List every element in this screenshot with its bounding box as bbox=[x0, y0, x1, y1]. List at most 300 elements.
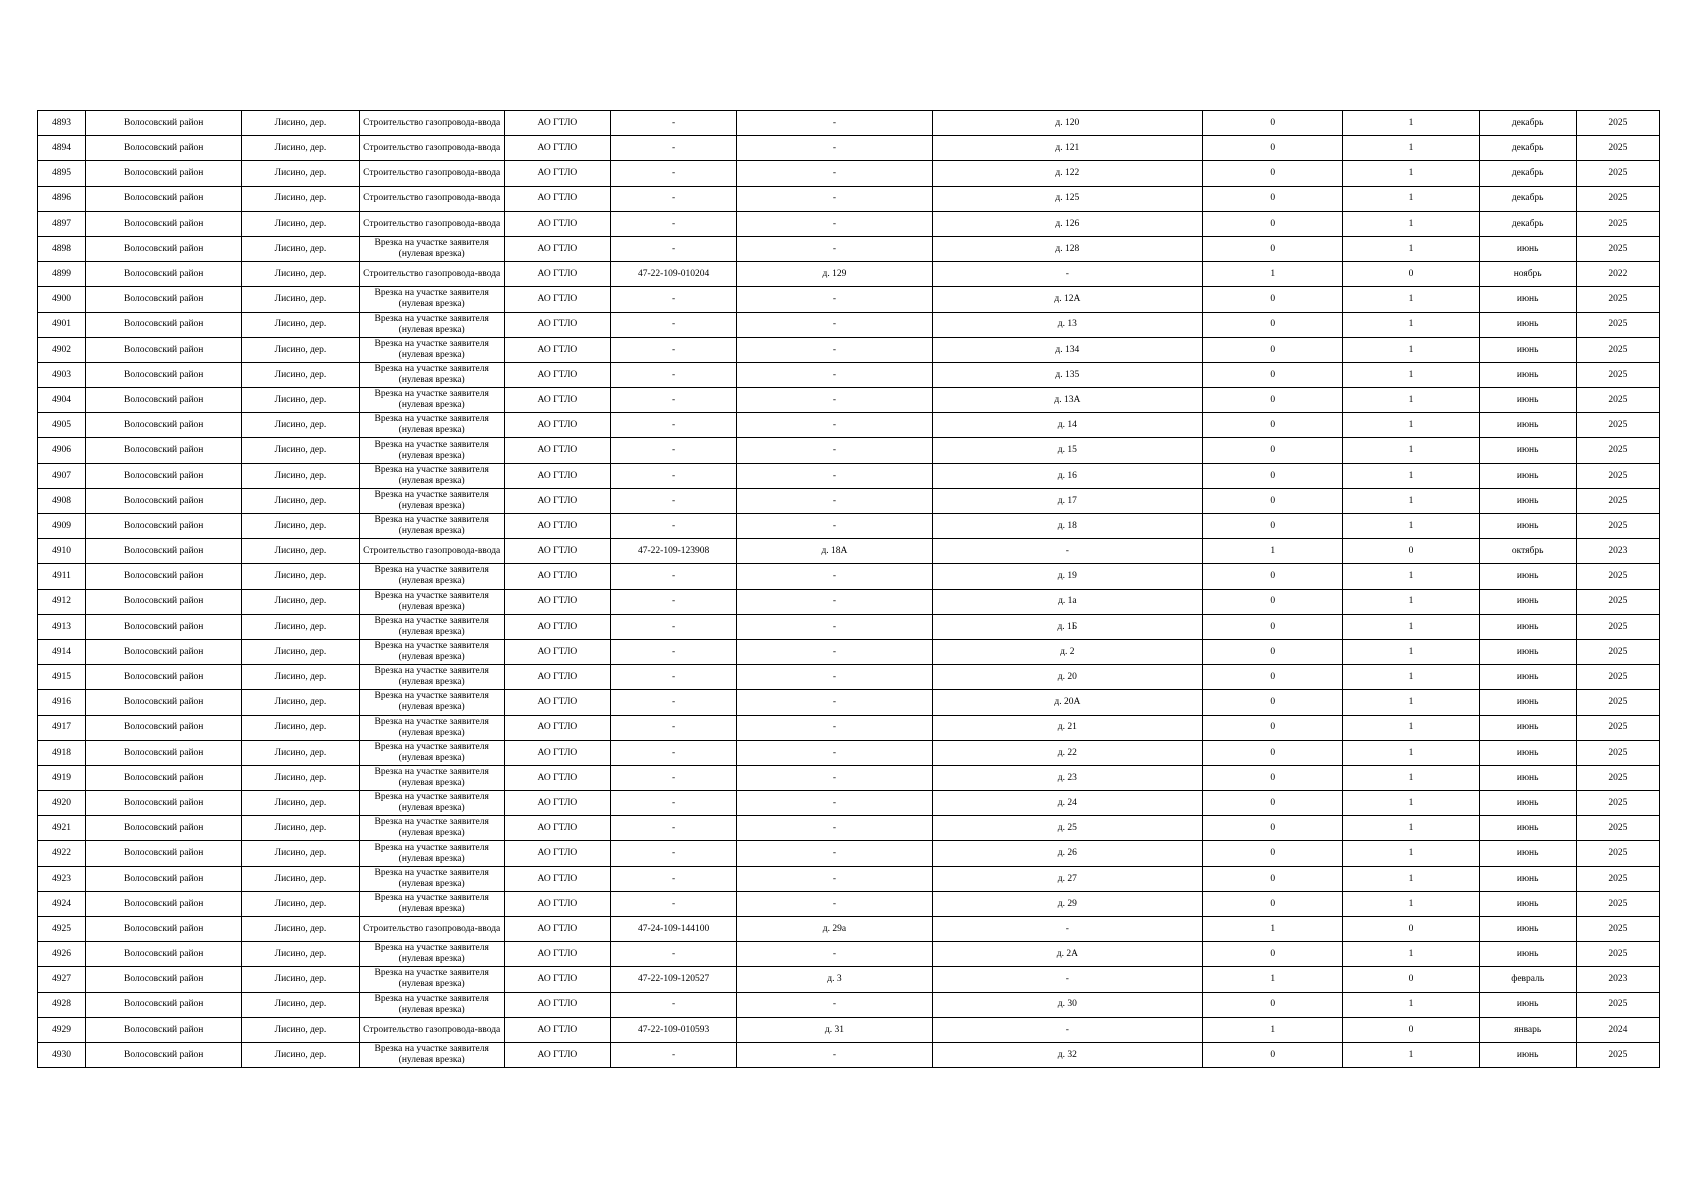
year-cell: 2025 bbox=[1576, 514, 1659, 539]
cadastral-number-cell: - bbox=[611, 236, 737, 261]
month-cell: декабрь bbox=[1479, 136, 1576, 161]
locality-cell: Лисино, дер. bbox=[242, 740, 359, 765]
row-number-cell: 4901 bbox=[38, 312, 86, 337]
work-type-cell: Врезка на участке заявителя (нулевая врезка) bbox=[359, 589, 504, 614]
cadastral-number-cell: - bbox=[611, 816, 737, 841]
organization-cell: АО ГТЛО bbox=[504, 413, 610, 438]
row-number-cell: 4903 bbox=[38, 362, 86, 387]
address-cell: д. 16 bbox=[932, 463, 1203, 488]
row-number-cell: 4896 bbox=[38, 186, 86, 211]
month-cell: июнь bbox=[1479, 388, 1576, 413]
row-number-cell: 4919 bbox=[38, 765, 86, 790]
table-row bbox=[38, 665, 1660, 690]
address-cell: д. 21 bbox=[932, 715, 1203, 740]
value-b-cell: 1 bbox=[1343, 816, 1479, 841]
locality-cell: Лисино, дер. bbox=[242, 639, 359, 664]
cadastral-number-cell: - bbox=[611, 891, 737, 916]
table-row bbox=[38, 186, 1660, 211]
value-b-cell: 1 bbox=[1343, 614, 1479, 639]
year-cell: 2023 bbox=[1576, 539, 1659, 564]
work-type-cell: Строительство газопровода-ввода bbox=[359, 161, 504, 186]
year-cell: 2025 bbox=[1576, 337, 1659, 362]
locality-cell: Лисино, дер. bbox=[242, 917, 359, 942]
value-b-cell: 1 bbox=[1343, 564, 1479, 589]
district-cell: Волосовский район bbox=[86, 539, 242, 564]
work-type-cell: Строительство газопровода-ввода bbox=[359, 111, 504, 136]
month-cell: июнь bbox=[1479, 488, 1576, 513]
cadastral-number-cell: - bbox=[611, 740, 737, 765]
value-a-cell: 0 bbox=[1203, 287, 1343, 312]
address-cadastral-cell: - bbox=[737, 791, 932, 816]
address-cell: д. 1Б bbox=[932, 614, 1203, 639]
value-b-cell: 1 bbox=[1343, 161, 1479, 186]
table-row bbox=[38, 1042, 1660, 1067]
locality-cell: Лисино, дер. bbox=[242, 186, 359, 211]
work-type-cell: Врезка на участке заявителя (нулевая врезка) bbox=[359, 765, 504, 790]
value-b-cell: 1 bbox=[1343, 463, 1479, 488]
district-cell: Волосовский район bbox=[86, 690, 242, 715]
cadastral-number-cell: 47-22-109-123908 bbox=[611, 539, 737, 564]
value-a-cell: 0 bbox=[1203, 690, 1343, 715]
address-cadastral-cell: - bbox=[737, 362, 932, 387]
address-cadastral-cell: - bbox=[737, 136, 932, 161]
organization-cell: АО ГТЛО bbox=[504, 765, 610, 790]
district-cell: Волосовский район bbox=[86, 312, 242, 337]
cadastral-number-cell: - bbox=[611, 287, 737, 312]
organization-cell: АО ГТЛО bbox=[504, 161, 610, 186]
address-cell: д. 12А bbox=[932, 287, 1203, 312]
district-cell: Волосовский район bbox=[86, 866, 242, 891]
value-b-cell: 1 bbox=[1343, 312, 1479, 337]
table-row bbox=[38, 539, 1660, 564]
locality-cell: Лисино, дер. bbox=[242, 564, 359, 589]
district-cell: Волосовский район bbox=[86, 639, 242, 664]
value-b-cell: 1 bbox=[1343, 942, 1479, 967]
address-cadastral-cell: - bbox=[737, 765, 932, 790]
address-cadastral-cell: - bbox=[737, 639, 932, 664]
organization-cell: АО ГТЛО bbox=[504, 388, 610, 413]
organization-cell: АО ГТЛО bbox=[504, 665, 610, 690]
cadastral-number-cell: - bbox=[611, 765, 737, 790]
address-cadastral-cell: - bbox=[737, 413, 932, 438]
address-cell: д. 2А bbox=[932, 942, 1203, 967]
value-b-cell: 1 bbox=[1343, 665, 1479, 690]
organization-cell: АО ГТЛО bbox=[504, 942, 610, 967]
organization-cell: АО ГТЛО bbox=[504, 715, 610, 740]
value-a-cell: 0 bbox=[1203, 111, 1343, 136]
organization-cell: АО ГТЛО bbox=[504, 891, 610, 916]
cadastral-number-cell: - bbox=[611, 362, 737, 387]
row-number-cell: 4902 bbox=[38, 337, 86, 362]
month-cell: июнь bbox=[1479, 564, 1576, 589]
value-b-cell: 1 bbox=[1343, 791, 1479, 816]
work-type-cell: Строительство газопровода-ввода bbox=[359, 186, 504, 211]
row-number-cell: 4924 bbox=[38, 891, 86, 916]
locality-cell: Лисино, дер. bbox=[242, 1042, 359, 1067]
district-cell: Волосовский район bbox=[86, 111, 242, 136]
year-cell: 2025 bbox=[1576, 715, 1659, 740]
organization-cell: АО ГТЛО bbox=[504, 312, 610, 337]
row-number-cell: 4928 bbox=[38, 992, 86, 1017]
district-cell: Волосовский район bbox=[86, 362, 242, 387]
work-type-cell: Врезка на участке заявителя (нулевая врезка) bbox=[359, 1042, 504, 1067]
locality-cell: Лисино, дер. bbox=[242, 1017, 359, 1042]
address-cadastral-cell: д. 3 bbox=[737, 967, 932, 992]
district-cell: Волосовский район bbox=[86, 816, 242, 841]
value-b-cell: 0 bbox=[1343, 917, 1479, 942]
address-cadastral-cell: - bbox=[737, 463, 932, 488]
year-cell: 2025 bbox=[1576, 690, 1659, 715]
table-row bbox=[38, 639, 1660, 664]
locality-cell: Лисино, дер. bbox=[242, 312, 359, 337]
value-b-cell: 1 bbox=[1343, 690, 1479, 715]
value-b-cell: 0 bbox=[1343, 539, 1479, 564]
month-cell: июнь bbox=[1479, 463, 1576, 488]
row-number-cell: 4920 bbox=[38, 791, 86, 816]
district-cell: Волосовский район bbox=[86, 589, 242, 614]
address-cadastral-cell: - bbox=[737, 992, 932, 1017]
address-cell: д. 20 bbox=[932, 665, 1203, 690]
locality-cell: Лисино, дер. bbox=[242, 791, 359, 816]
organization-cell: АО ГТЛО bbox=[504, 186, 610, 211]
year-cell: 2025 bbox=[1576, 816, 1659, 841]
organization-cell: АО ГТЛО bbox=[504, 111, 610, 136]
locality-cell: Лисино, дер. bbox=[242, 438, 359, 463]
year-cell: 2025 bbox=[1576, 841, 1659, 866]
district-cell: Волосовский район bbox=[86, 287, 242, 312]
address-cell: д. 24 bbox=[932, 791, 1203, 816]
locality-cell: Лисино, дер. bbox=[242, 816, 359, 841]
district-cell: Волосовский район bbox=[86, 211, 242, 236]
work-type-cell: Врезка на участке заявителя (нулевая врезка) bbox=[359, 891, 504, 916]
district-cell: Волосовский район bbox=[86, 438, 242, 463]
row-number-cell: 4929 bbox=[38, 1017, 86, 1042]
address-cadastral-cell: - bbox=[737, 236, 932, 261]
cadastral-number-cell: - bbox=[611, 337, 737, 362]
address-cadastral-cell: - bbox=[737, 211, 932, 236]
year-cell: 2025 bbox=[1576, 917, 1659, 942]
value-b-cell: 0 bbox=[1343, 967, 1479, 992]
month-cell: декабрь bbox=[1479, 186, 1576, 211]
locality-cell: Лисино, дер. bbox=[242, 262, 359, 287]
district-cell: Волосовский район bbox=[86, 765, 242, 790]
table-row bbox=[38, 1017, 1660, 1042]
work-type-cell: Врезка на участке заявителя (нулевая врезка) bbox=[359, 791, 504, 816]
district-cell: Волосовский район bbox=[86, 488, 242, 513]
month-cell: июнь bbox=[1479, 362, 1576, 387]
year-cell: 2025 bbox=[1576, 791, 1659, 816]
address-cell: д. 23 bbox=[932, 765, 1203, 790]
work-type-cell: Врезка на участке заявителя (нулевая врезка) bbox=[359, 639, 504, 664]
address-cell: - bbox=[932, 967, 1203, 992]
value-b-cell: 1 bbox=[1343, 589, 1479, 614]
table-row bbox=[38, 337, 1660, 362]
table-row bbox=[38, 992, 1660, 1017]
month-cell: январь bbox=[1479, 1017, 1576, 1042]
cadastral-number-cell: - bbox=[611, 841, 737, 866]
table-row bbox=[38, 111, 1660, 136]
month-cell: июнь bbox=[1479, 413, 1576, 438]
table-row bbox=[38, 362, 1660, 387]
organization-cell: АО ГТЛО bbox=[504, 866, 610, 891]
cadastral-number-cell: 47-24-109-144100 bbox=[611, 917, 737, 942]
year-cell: 2025 bbox=[1576, 463, 1659, 488]
address-cell: д. 19 bbox=[932, 564, 1203, 589]
month-cell: июнь bbox=[1479, 236, 1576, 261]
work-type-cell: Врезка на участке заявителя (нулевая врезка) bbox=[359, 488, 504, 513]
value-a-cell: 0 bbox=[1203, 413, 1343, 438]
row-number-cell: 4909 bbox=[38, 514, 86, 539]
year-cell: 2025 bbox=[1576, 312, 1659, 337]
address-cell: д. 125 bbox=[932, 186, 1203, 211]
cadastral-number-cell: - bbox=[611, 312, 737, 337]
cadastral-number-cell: - bbox=[611, 942, 737, 967]
table-row bbox=[38, 917, 1660, 942]
value-a-cell: 1 bbox=[1203, 967, 1343, 992]
cadastral-number-cell: - bbox=[611, 488, 737, 513]
organization-cell: АО ГТЛО bbox=[504, 287, 610, 312]
year-cell: 2025 bbox=[1576, 111, 1659, 136]
cadastral-number-cell: - bbox=[611, 514, 737, 539]
address-cell: д. 1а bbox=[932, 589, 1203, 614]
month-cell: июнь bbox=[1479, 589, 1576, 614]
month-cell: июнь bbox=[1479, 614, 1576, 639]
locality-cell: Лисино, дер. bbox=[242, 337, 359, 362]
row-number-cell: 4922 bbox=[38, 841, 86, 866]
address-cell: д. 128 bbox=[932, 236, 1203, 261]
value-a-cell: 0 bbox=[1203, 715, 1343, 740]
year-cell: 2025 bbox=[1576, 287, 1659, 312]
district-cell: Волосовский район bbox=[86, 514, 242, 539]
row-number-cell: 4918 bbox=[38, 740, 86, 765]
value-a-cell: 0 bbox=[1203, 639, 1343, 664]
row-number-cell: 4905 bbox=[38, 413, 86, 438]
address-cell: д. 14 bbox=[932, 413, 1203, 438]
year-cell: 2025 bbox=[1576, 161, 1659, 186]
locality-cell: Лисино, дер. bbox=[242, 287, 359, 312]
month-cell: июнь bbox=[1479, 665, 1576, 690]
cadastral-number-cell: - bbox=[611, 111, 737, 136]
organization-cell: АО ГТЛО bbox=[504, 690, 610, 715]
value-b-cell: 1 bbox=[1343, 236, 1479, 261]
organization-cell: АО ГТЛО bbox=[504, 917, 610, 942]
value-a-cell: 0 bbox=[1203, 564, 1343, 589]
locality-cell: Лисино, дер. bbox=[242, 388, 359, 413]
value-b-cell: 1 bbox=[1343, 639, 1479, 664]
address-cadastral-cell: - bbox=[737, 715, 932, 740]
table-row bbox=[38, 967, 1660, 992]
work-type-cell: Врезка на участке заявителя (нулевая врезка) bbox=[359, 715, 504, 740]
value-a-cell: 0 bbox=[1203, 614, 1343, 639]
address-cell: д. 22 bbox=[932, 740, 1203, 765]
year-cell: 2025 bbox=[1576, 362, 1659, 387]
row-number-cell: 4906 bbox=[38, 438, 86, 463]
cadastral-number-cell: - bbox=[611, 614, 737, 639]
address-cell: д. 2 bbox=[932, 639, 1203, 664]
row-number-cell: 4915 bbox=[38, 665, 86, 690]
table-row bbox=[38, 388, 1660, 413]
table-row bbox=[38, 514, 1660, 539]
district-cell: Волосовский район bbox=[86, 740, 242, 765]
value-a-cell: 0 bbox=[1203, 841, 1343, 866]
value-b-cell: 1 bbox=[1343, 211, 1479, 236]
value-b-cell: 1 bbox=[1343, 765, 1479, 790]
address-cell: д. 30 bbox=[932, 992, 1203, 1017]
work-type-cell: Врезка на участке заявителя (нулевая врезка) bbox=[359, 312, 504, 337]
value-b-cell: 1 bbox=[1343, 1042, 1479, 1067]
cadastral-number-cell: - bbox=[611, 665, 737, 690]
organization-cell: АО ГТЛО bbox=[504, 236, 610, 261]
locality-cell: Лисино, дер. bbox=[242, 866, 359, 891]
value-a-cell: 0 bbox=[1203, 488, 1343, 513]
year-cell: 2024 bbox=[1576, 1017, 1659, 1042]
cadastral-number-cell: 47-22-109-010593 bbox=[611, 1017, 737, 1042]
work-type-cell: Врезка на участке заявителя (нулевая врезка) bbox=[359, 942, 504, 967]
row-number-cell: 4911 bbox=[38, 564, 86, 589]
row-number-cell: 4893 bbox=[38, 111, 86, 136]
locality-cell: Лисино, дер. bbox=[242, 111, 359, 136]
district-cell: Волосовский район bbox=[86, 942, 242, 967]
table-row bbox=[38, 236, 1660, 261]
address-cadastral-cell: - bbox=[737, 488, 932, 513]
year-cell: 2025 bbox=[1576, 740, 1659, 765]
organization-cell: АО ГТЛО bbox=[504, 639, 610, 664]
work-type-cell: Врезка на участке заявителя (нулевая врезка) bbox=[359, 866, 504, 891]
value-a-cell: 0 bbox=[1203, 665, 1343, 690]
value-b-cell: 1 bbox=[1343, 388, 1479, 413]
organization-cell: АО ГТЛО bbox=[504, 967, 610, 992]
year-cell: 2025 bbox=[1576, 488, 1659, 513]
locality-cell: Лисино, дер. bbox=[242, 841, 359, 866]
locality-cell: Лисино, дер. bbox=[242, 942, 359, 967]
organization-cell: АО ГТЛО bbox=[504, 841, 610, 866]
value-a-cell: 0 bbox=[1203, 161, 1343, 186]
row-number-cell: 4926 bbox=[38, 942, 86, 967]
district-cell: Волосовский район bbox=[86, 715, 242, 740]
district-cell: Волосовский район bbox=[86, 413, 242, 438]
value-a-cell: 0 bbox=[1203, 136, 1343, 161]
cadastral-number-cell: 47-22-109-120527 bbox=[611, 967, 737, 992]
value-b-cell: 1 bbox=[1343, 337, 1479, 362]
work-type-cell: Врезка на участке заявителя (нулевая врезка) bbox=[359, 236, 504, 261]
work-type-cell: Строительство газопровода-ввода bbox=[359, 917, 504, 942]
month-cell: февраль bbox=[1479, 967, 1576, 992]
row-number-cell: 4916 bbox=[38, 690, 86, 715]
month-cell: июнь bbox=[1479, 816, 1576, 841]
organization-cell: АО ГТЛО bbox=[504, 337, 610, 362]
table-body bbox=[38, 111, 1660, 1068]
organization-cell: АО ГТЛО bbox=[504, 211, 610, 236]
cadastral-number-cell: - bbox=[611, 388, 737, 413]
address-cadastral-cell: - bbox=[737, 111, 932, 136]
table-row bbox=[38, 589, 1660, 614]
row-number-cell: 4908 bbox=[38, 488, 86, 513]
value-b-cell: 1 bbox=[1343, 715, 1479, 740]
address-cell: д. 120 bbox=[932, 111, 1203, 136]
row-number-cell: 4897 bbox=[38, 211, 86, 236]
address-cell: - bbox=[932, 262, 1203, 287]
month-cell: июнь bbox=[1479, 866, 1576, 891]
row-number-cell: 4899 bbox=[38, 262, 86, 287]
locality-cell: Лисино, дер. bbox=[242, 488, 359, 513]
value-a-cell: 0 bbox=[1203, 740, 1343, 765]
organization-cell: АО ГТЛО bbox=[504, 816, 610, 841]
cadastral-number-cell: - bbox=[611, 992, 737, 1017]
month-cell: декабрь bbox=[1479, 161, 1576, 186]
locality-cell: Лисино, дер. bbox=[242, 589, 359, 614]
district-cell: Волосовский район bbox=[86, 614, 242, 639]
locality-cell: Лисино, дер. bbox=[242, 136, 359, 161]
address-cell: д. 20А bbox=[932, 690, 1203, 715]
work-type-cell: Врезка на участке заявителя (нулевая врезка) bbox=[359, 337, 504, 362]
cadastral-number-cell: - bbox=[611, 589, 737, 614]
table-row bbox=[38, 614, 1660, 639]
work-type-cell: Врезка на участке заявителя (нулевая врезка) bbox=[359, 992, 504, 1017]
year-cell: 2025 bbox=[1576, 942, 1659, 967]
address-cadastral-cell: - bbox=[737, 614, 932, 639]
value-b-cell: 1 bbox=[1343, 488, 1479, 513]
address-cell: - bbox=[932, 1017, 1203, 1042]
month-cell: июнь bbox=[1479, 690, 1576, 715]
table-row bbox=[38, 564, 1660, 589]
value-a-cell: 0 bbox=[1203, 463, 1343, 488]
locality-cell: Лисино, дер. bbox=[242, 891, 359, 916]
address-cell: д. 15 bbox=[932, 438, 1203, 463]
locality-cell: Лисино, дер. bbox=[242, 967, 359, 992]
value-b-cell: 0 bbox=[1343, 1017, 1479, 1042]
district-cell: Волосовский район bbox=[86, 186, 242, 211]
month-cell: июнь bbox=[1479, 337, 1576, 362]
month-cell: июнь bbox=[1479, 942, 1576, 967]
table-row bbox=[38, 488, 1660, 513]
value-a-cell: 0 bbox=[1203, 211, 1343, 236]
address-cadastral-cell: - bbox=[737, 690, 932, 715]
cadastral-number-cell: 47-22-109-010204 bbox=[611, 262, 737, 287]
locality-cell: Лисино, дер. bbox=[242, 362, 359, 387]
organization-cell: АО ГТЛО bbox=[504, 1017, 610, 1042]
work-type-cell: Строительство газопровода-ввода bbox=[359, 1017, 504, 1042]
value-a-cell: 1 bbox=[1203, 917, 1343, 942]
work-type-cell: Врезка на участке заявителя (нулевая врезка) bbox=[359, 362, 504, 387]
value-a-cell: 0 bbox=[1203, 312, 1343, 337]
year-cell: 2025 bbox=[1576, 413, 1659, 438]
district-cell: Волосовский район bbox=[86, 841, 242, 866]
locality-cell: Лисино, дер. bbox=[242, 715, 359, 740]
row-number-cell: 4894 bbox=[38, 136, 86, 161]
address-cadastral-cell: - bbox=[737, 665, 932, 690]
address-cell: д. 25 bbox=[932, 816, 1203, 841]
district-cell: Волосовский район bbox=[86, 564, 242, 589]
month-cell: июнь bbox=[1479, 740, 1576, 765]
value-b-cell: 1 bbox=[1343, 438, 1479, 463]
cadastral-number-cell: - bbox=[611, 866, 737, 891]
month-cell: июнь bbox=[1479, 438, 1576, 463]
value-b-cell: 1 bbox=[1343, 413, 1479, 438]
locality-cell: Лисино, дер. bbox=[242, 236, 359, 261]
organization-cell: АО ГТЛО bbox=[504, 614, 610, 639]
month-cell: октябрь bbox=[1479, 539, 1576, 564]
table-row bbox=[38, 715, 1660, 740]
organization-cell: АО ГТЛО bbox=[504, 438, 610, 463]
work-type-cell: Врезка на участке заявителя (нулевая врезка) bbox=[359, 816, 504, 841]
month-cell: июнь bbox=[1479, 514, 1576, 539]
district-cell: Волосовский район bbox=[86, 665, 242, 690]
address-cadastral-cell: - bbox=[737, 740, 932, 765]
year-cell: 2025 bbox=[1576, 589, 1659, 614]
district-cell: Волосовский район bbox=[86, 262, 242, 287]
table-row bbox=[38, 287, 1660, 312]
address-cadastral-cell: - bbox=[737, 186, 932, 211]
